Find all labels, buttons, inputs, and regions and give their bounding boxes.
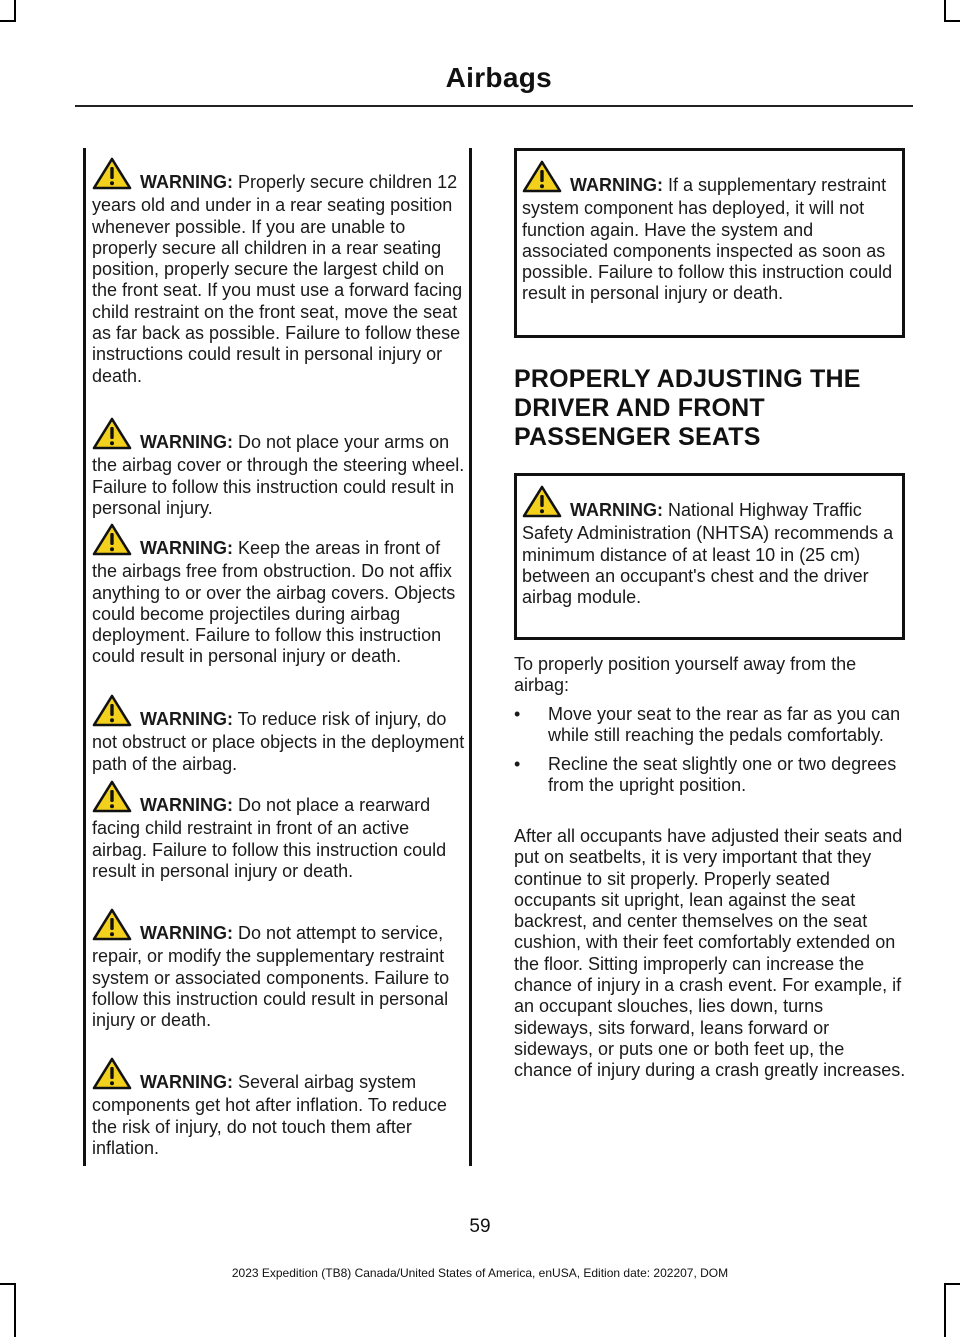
warning-label: WARNING: bbox=[140, 538, 233, 558]
section-heading-line: PROPERLY ADJUSTING THE bbox=[514, 365, 861, 393]
warning-triangle-icon bbox=[92, 417, 132, 455]
closing-paragraph: After all occupants have adjusted their seats and put on seatbelts, it is very important that they continue to sit properly. Properly seated occupants sit upright, lean against the seat backrest, and center themselves on the seat cushion, with their feet comfortably extended on the floor. Sitting improperly can increase the chance of injury in a crash event. For example, if an occupant slouches, lies down, turns sideways, sits forward, leans forward or sideways, or puts one or both feet up, the chance of injury during a crash greatly increases. bbox=[514, 826, 906, 1081]
warning-triangle-icon bbox=[522, 160, 562, 198]
warning-text: Do not place a rearward facing child restraint in front of an active airbag. Failure to follow this instruction could result in personal injury or death. bbox=[92, 795, 447, 881]
page-number: 59 bbox=[469, 1216, 491, 1237]
list-item bbox=[514, 704, 906, 747]
intro-paragraph: To properly position yourself away from the airbag: bbox=[514, 654, 857, 696]
list-item-text: Move your seat to the rear as far as you can while still reaching the pedals comfortably. bbox=[548, 704, 901, 746]
warning-block bbox=[92, 908, 468, 1031]
bullet-list bbox=[514, 704, 906, 803]
list-item bbox=[514, 754, 906, 797]
warning-triangle-icon bbox=[92, 523, 132, 561]
warning-triangle-icon bbox=[92, 908, 132, 946]
warning-block bbox=[92, 694, 468, 775]
warning-triangle-icon bbox=[92, 1057, 132, 1095]
warning-text: Do not attempt to service, repair, or modify the supplementary restraint system or associated components. Failure to follow this instruction could result in personal injury or death. bbox=[92, 923, 450, 1031]
warning-label: WARNING: bbox=[140, 795, 233, 815]
warning-label: WARNING: bbox=[140, 709, 233, 729]
warning-block bbox=[522, 485, 900, 608]
page-title: Airbags bbox=[445, 62, 552, 93]
list-item-text: Recline the seat slightly one or two degrees from the upright position. bbox=[548, 753, 897, 795]
footer-text: 2023 Expedition (TB8) Canada/United States of America, enUSA, Edition date: 202207, DOM bbox=[231, 1266, 729, 1280]
section-heading-line: DRIVER AND FRONT bbox=[514, 394, 765, 422]
warning-block bbox=[92, 1057, 468, 1159]
warning-box bbox=[514, 473, 905, 640]
warning-text: To reduce risk of injury, do not obstruct or place objects in the deployment path of the airbag. bbox=[92, 709, 465, 774]
warning-triangle-icon bbox=[92, 157, 132, 195]
warning-label: WARNING: bbox=[140, 432, 233, 452]
warning-label: WARNING: bbox=[570, 500, 663, 520]
crop-mark bbox=[944, 20, 960, 22]
warning-block bbox=[522, 160, 900, 305]
bullet-marker: • bbox=[514, 704, 521, 724]
crop-mark bbox=[0, 20, 16, 22]
warning-text: National Highway Traffic Safety Administration (NHTSA) recommends a minimum distance of at least 10 in (25 cm) between an occupant's chest and the driver airbag module. bbox=[522, 500, 894, 608]
warning-triangle-icon bbox=[92, 780, 132, 818]
warning-text: Several airbag system components get hot after inflation. To reduce the risk of injury, do not touch them after inflation. bbox=[92, 1072, 447, 1158]
section-heading bbox=[514, 365, 904, 452]
warning-triangle-icon bbox=[92, 694, 132, 732]
warning-block bbox=[92, 780, 468, 882]
left-warning-column bbox=[83, 148, 472, 1166]
crop-mark bbox=[944, 1283, 946, 1337]
warning-block bbox=[92, 157, 468, 387]
warning-label: WARNING: bbox=[140, 1072, 233, 1092]
warning-block bbox=[92, 417, 468, 519]
crop-mark bbox=[14, 0, 16, 22]
crop-mark bbox=[0, 1283, 16, 1285]
warning-label: WARNING: bbox=[140, 172, 233, 192]
section-heading-line: PASSENGER SEATS bbox=[514, 423, 761, 451]
bullet-marker: • bbox=[514, 753, 521, 774]
warning-box bbox=[514, 148, 905, 338]
crop-mark bbox=[944, 1283, 960, 1285]
warning-text: If a supplementary restraint system component has deployed, it will not function again. Have the system and associated components inspected as soon as possible. Failure to follow this instruction could result in personal injury or death. bbox=[522, 175, 893, 304]
warning-block bbox=[92, 523, 468, 668]
warning-label: WARNING: bbox=[140, 923, 233, 943]
warning-triangle-icon bbox=[522, 485, 562, 523]
crop-mark bbox=[944, 0, 946, 22]
crop-mark bbox=[14, 1283, 16, 1337]
title-rule bbox=[75, 105, 913, 107]
warning-text: Do not place your arms on the airbag cover or through the steering wheel. Failure to follow this instruction could result in personal injury. bbox=[92, 432, 465, 518]
warning-label: WARNING: bbox=[570, 175, 663, 195]
warning-text: Properly secure children 12 years old and under in a rear seating position whenever possible. If you are unable to properly secure all children in a rear seating position, properly secure the largest child on the front seat. If you must use a forward facing child restraint on the front seat, move the seat as far back as possible. Failure to follow these instructions could result in personal injury or death. bbox=[92, 172, 463, 386]
warning-text: Keep the areas in front of the airbags free from obstruction. Do not affix anything to or over the airbag covers. Objects could become projectiles during airbag deployment. Failure to follow this instruction could result in personal injury or death. bbox=[92, 538, 456, 667]
